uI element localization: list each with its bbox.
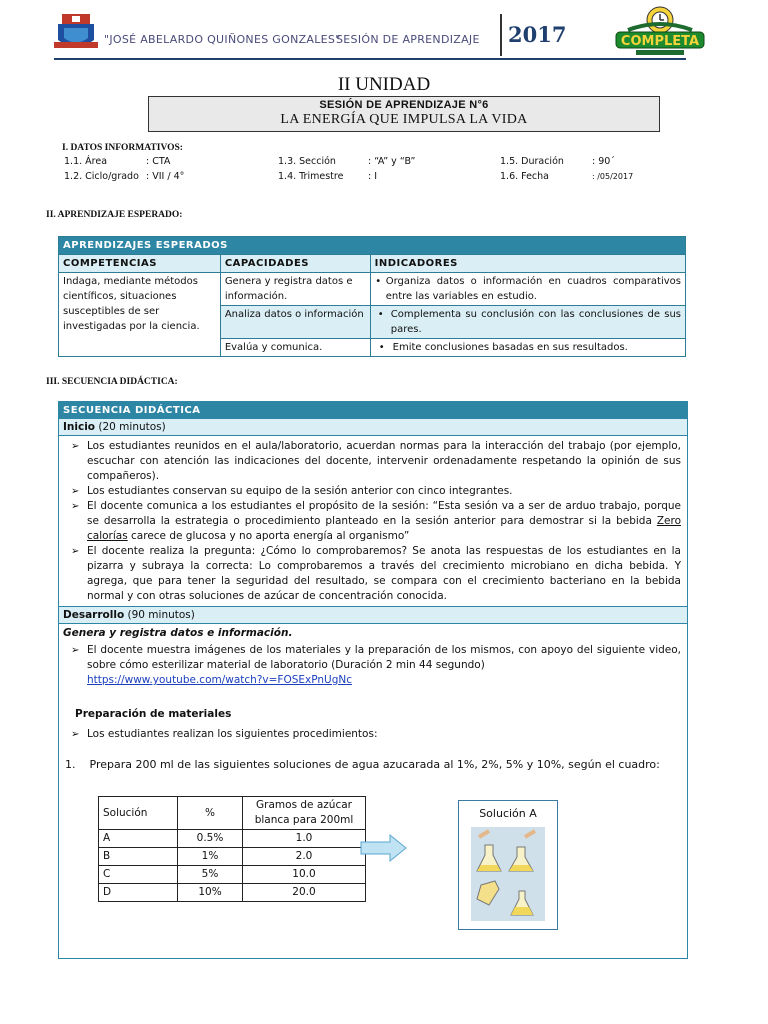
indicador-text: Organiza datos o información en cuadros comparativos entre las variables en estudio. (385, 276, 681, 302)
datos-area-label: 1.1. Área (64, 156, 108, 167)
arrow-bullet-icon: ➢ (71, 729, 80, 740)
sol-cell: B (99, 848, 178, 866)
datos-trimestre-label: 1.4. Trimestre (278, 171, 344, 182)
sol-header-percent: % (178, 797, 243, 830)
inicio-time: (20 minutos) (98, 421, 166, 433)
header-rule (54, 58, 686, 60)
inicio-item (59, 499, 687, 544)
sol-cell: 0.5% (178, 830, 243, 848)
inicio-label: Inicio (63, 421, 96, 433)
inicio-item-text-pre: El docente comunica a los estudiantes el propósito de la sesión: “Esta sesión va a ser de arduo trabajo, porque se desarrolla la estrategia o procedimiento planteado en la sesión anterior para demostrar si la bebida (87, 500, 681, 527)
indicador-cell (370, 273, 685, 306)
step-1 (59, 758, 687, 771)
capacidad-cell: Genera y registra datos e información. (220, 273, 370, 306)
arrow-bullet-icon: ➢ (71, 546, 80, 557)
table-row (99, 830, 366, 848)
datos-ciclo-label: 1.2. Ciclo/grado (64, 171, 139, 182)
indicador-text: Complementa su conclusión con las conclusiones de sus pares. (390, 309, 681, 335)
sol-header-solucion: Solución (99, 797, 178, 830)
datos-ciclo-value: : VII / 4° (146, 171, 185, 182)
inicio-item (59, 544, 687, 604)
step-1-text: Prepara 200 ml de las siguientes soluciones de agua azucarada al 1%, 2%, 5% y 10%, según el cuadro: (89, 758, 660, 771)
capacidad-title: Genera y registra datos e información. (63, 627, 293, 639)
inicio-item-text: Los estudiantes reunidos en el aula/laboratorio, acuerdan normas para la interacción del trabajo (por ejemplo, escuchar con atención las indicaciones del docente, intervenir ordenadamente respetando la opinión de sus compañeros). (87, 440, 681, 482)
datos-seccion-value: : “A” y “B” (368, 156, 416, 167)
header-session-label: SESIÓN DE APRENDIZAJE (336, 33, 480, 46)
datos-fecha-value: : /05/2017 (592, 172, 634, 181)
arrow-bullet-icon: ➢ (71, 501, 80, 512)
datos-seccion-label: 1.3. Sección (278, 156, 336, 167)
capacidad-cell: Analiza datos o información (220, 306, 370, 339)
inicio-item (59, 439, 687, 484)
session-name: LA ENERGÍA QUE IMPULSA LA VIDA (280, 112, 528, 127)
inicio-item-text: El docente realiza la pregunta: ¿Cómo lo comprobaremos? Se anota las respuestas de los estudiantes en la pizarra y subraya la correcta: Lo comprobaremos a través del crecimiento microbiano en dicha bebida. Y agrega, que para tener la seguridad del resultado, se compara con el crecimiento bacteriano en la bebida normal y con otras soluciones de azúcar de concentración conocida. (87, 545, 681, 602)
aprendizajes-table (58, 236, 686, 357)
indicador-text: Emite conclusiones basadas en sus resultados. (392, 342, 628, 353)
col-indicadores: INDICADORES (370, 255, 685, 273)
sol-cell: 1.0 (243, 830, 366, 848)
aprendizaje-heading: II. APRENDIZAJE ESPERADO: (46, 210, 183, 220)
table-row (99, 848, 366, 866)
zero-calorias-term: Zero calorías (87, 515, 681, 542)
secuencia-band: SECUENCIA DIDÁCTICA (59, 402, 687, 419)
aprendizajes-band: APRENDIZAJES ESPERADOS (59, 237, 686, 255)
sol-cell: C (99, 866, 178, 884)
right-arrow-icon (360, 834, 408, 866)
video-text: El docente muestra imágenes de los materiales y la preparación de los mismos, con apoyo del siguiente video, sobre cómo esterilizar material de laboratorio (Duración 2 min 44 segundo) (87, 644, 681, 671)
bullet-glyph: • (377, 309, 384, 320)
sol-cell: 20.0 (243, 884, 366, 902)
inicio-item-text-post: carece de glucosa y no aporta energía al organismo” (127, 530, 410, 542)
datos-trimestre-value: : I (368, 171, 378, 182)
indicador-cell (370, 339, 685, 357)
datos-fecha-label: 1.6. Fecha (500, 171, 550, 182)
datos-duracion-label: 1.5. Duración (500, 156, 564, 167)
sol-cell: 10.0 (243, 866, 366, 884)
proc-text: Los estudiantes realizan los siguientes procedimientos: (87, 728, 378, 740)
logo-lettering: COMPLETA (620, 34, 700, 49)
table-row (99, 866, 366, 884)
sol-cell: 2.0 (243, 848, 366, 866)
col-capacidades: CAPACIDADES (220, 255, 370, 273)
datos-area-value: : CTA (146, 156, 171, 167)
header-year: 2017 (508, 22, 567, 47)
desarrollo-row (59, 607, 687, 624)
session-title-box (148, 96, 660, 132)
proc-paragraph (59, 727, 687, 742)
sol-cell: D (99, 884, 178, 902)
datos-heading: I. DATOS INFORMATIVOS: (62, 143, 183, 153)
bullet-glyph: • (375, 276, 382, 287)
video-paragraph (59, 643, 687, 688)
desarrollo-time: (90 minutos) (127, 609, 195, 621)
header-divider (500, 14, 502, 56)
arrow-bullet-icon: ➢ (71, 645, 80, 656)
jornada-escolar-logo (610, 4, 710, 58)
col-competencias: COMPETENCIAS (59, 255, 221, 273)
desarrollo-label: Desarrollo (63, 609, 125, 621)
indicador-cell (370, 306, 685, 339)
inicio-item-text: Los estudiantes conservan su equipo de la sesión anterior con cinco integrantes. (87, 485, 513, 497)
sol-header-gramos: Gramos de azúcar blanca para 200ml (243, 797, 366, 830)
arrow-bullet-icon: ➢ (71, 441, 80, 452)
competencia-cell: Indaga, mediante métodos científicos, situaciones susceptibles de ser investigadas por la ciencia. (59, 273, 221, 357)
datos-duracion-value: : 90´ (592, 156, 616, 167)
unit-title: II UNIDAD (337, 74, 431, 95)
soluciones-table (98, 796, 366, 902)
capacidad-cell: Evalúa y comunica. (220, 339, 370, 357)
arrow-bullet-icon: ➢ (71, 486, 80, 497)
school-name: "JOSÉ ABELARDO QUIÑONES GONZALES" (104, 33, 341, 46)
sol-cell: 5% (178, 866, 243, 884)
session-number: SESIÓN DE APRENDIZAJE N°6 (319, 99, 489, 111)
sol-cell: A (99, 830, 178, 848)
solucion-a-label: Solución A (479, 807, 537, 820)
bullet-glyph: • (378, 342, 385, 353)
inicio-content (59, 436, 687, 607)
sol-cell: 10% (178, 884, 243, 902)
secuencia-heading: III. SECUENCIA DIDÁCTICA: (46, 377, 178, 387)
school-crest-logo (54, 14, 98, 54)
prep-title: Preparación de materiales (75, 708, 232, 720)
inicio-item (59, 484, 687, 499)
step-1-number: 1. (65, 758, 76, 771)
sol-cell: 1% (178, 848, 243, 866)
video-link[interactable]: https://www.youtube.com/watch?v=FOSExPnUgNc (87, 674, 353, 686)
solucion-a-figure (458, 800, 558, 930)
table-row (99, 884, 366, 902)
inicio-row (59, 419, 687, 436)
flask-illustration-icon (471, 827, 545, 921)
